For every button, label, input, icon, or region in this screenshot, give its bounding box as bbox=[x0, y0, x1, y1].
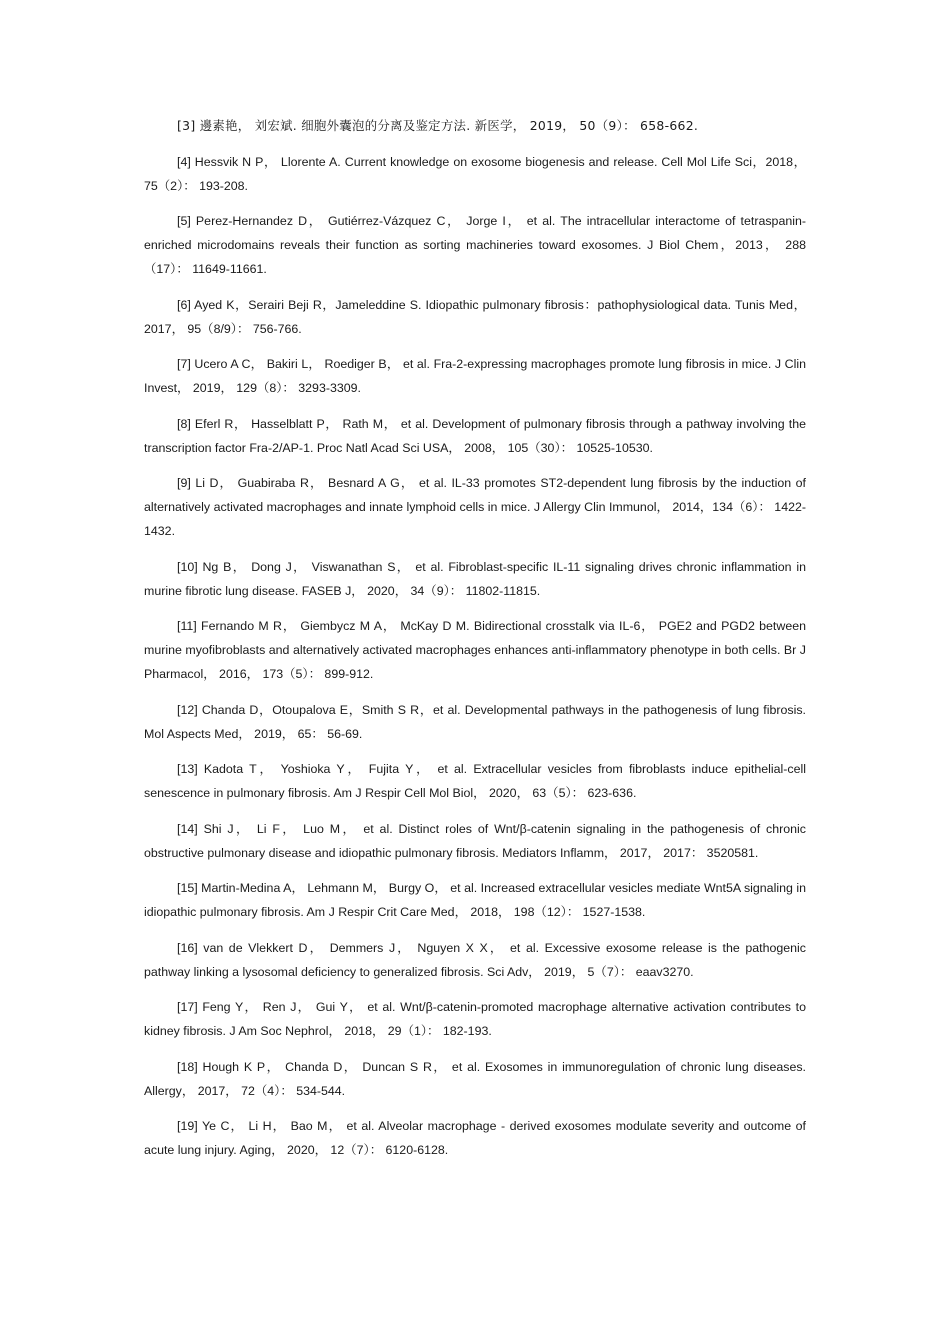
reference-item: [3] 邊素艳， 刘宏斌. 细胞外囊泡的分离及鉴定方法. 新医学， 2019， 50（9）： 658-662. bbox=[177, 118, 699, 133]
reference-item: [5] Perez-Hernandez D， Gutiérrez-Vázquez C， Jorge I， et al. The intracellular interactome of tetraspanin-enriched microdomains reveals their function as sorting machineries toward exosomes. J Biol Chem，2013， 288（17）： 11649-11661. bbox=[144, 214, 806, 276]
reference-item: [14] Shi J， Li F， Luo M， et al. Distinct roles of Wnt/β-catenin signaling in the pathogenesis of chronic obstructive pulmonary disease and idiopathic pulmonary fibrosis. Mediators Inflamm， 2017， 2017： 3520581. bbox=[144, 821, 806, 860]
reference-item: [11] Fernando M R， Giembycz M A， McKay D M. Bidirectional crosstalk via IL-6， PGE2 and PGD2 between murine myofibroblasts and alternatively activated macrophages enhances anti-inflammatory phenotype in both cells. Br J Pharmacol， 2016， 173（5）： 899-912. bbox=[144, 619, 806, 681]
reference-item: [12] Chanda D，Otoupalova E，Smith S R，et al. Developmental pathways in the pathogenesis of lung fibrosis. Mol Aspects Med， 2019， 65： 56-69. bbox=[144, 702, 806, 741]
reference-item: [16] van de Vlekkert D， Demmers J， Nguyen X X， et al. Excessive exosome release is the pathogenic pathway linking a lysosomal deficiency to generalized fibrosis. Sci Adv， 2019， 5（7）： eaav3270. bbox=[144, 940, 806, 979]
reference-item: [4] Hessvik N P， Llorente A. Current knowledge on exosome biogenesis and release. Cell Mol Life Sci，2018， 75（2）： 193-208. bbox=[144, 154, 806, 193]
reference-item: [10] Ng B， Dong J， Viswanathan S， et al. Fibroblast-specific IL-11 signaling drives chronic inflammation in murine fibrotic lung disease. FASEB J， 2020， 34（9）： 11802-11815. bbox=[144, 559, 806, 598]
reference-item: [8] Eferl R， Hasselblatt P， Rath M， et al. Development of pulmonary fibrosis through a pathway involving the transcription factor Fra-2/AP-1. Proc Natl Acad Sci USA， 2008， 105（30）： 10525-10530. bbox=[144, 416, 806, 455]
reference-item: [6] Ayed K，Serairi Beji R，Jameleddine S. Idiopathic pulmonary fibrosis：pathophysiological data. Tunis Med， 2017， 95（8/9）： 756-766. bbox=[144, 297, 806, 336]
reference-item: [17] Feng Y， Ren J， Gui Y， et al. Wnt/β-catenin-promoted macrophage alternative activation contributes to kidney fibrosis. J Am Soc Nephrol， 2018， 29（1）： 182-193. bbox=[144, 1000, 806, 1038]
reference-item: [19] Ye C， Li H， Bao M， et al. Alveolar macrophage - derived exosomes modulate severity and outcome of acute lung injury. Aging， 2020， 12（7）： 6120-6128. bbox=[144, 1119, 806, 1157]
reference-item: [15] Martin-Medina A， Lehmann M， Burgy O， et al. Increased extracellular vesicles mediate Wnt5A signaling in idiopathic pulmonary fibrosis. Am J Respir Crit Care Med， 2018， 198（12）： 1527-1538. bbox=[144, 881, 806, 919]
reference-item: [18] Hough K P， Chanda D， Duncan S R， et al. Exosomes in immunoregulation of chronic lung diseases. Allergy， 2017， 72（4）： 534-544. bbox=[144, 1059, 806, 1098]
reference-list bbox=[144, 114, 806, 1174]
reference-item: [7] Ucero A C， Bakiri L， Roediger B， et al. Fra-2-expressing macrophages promote lung fibrosis in mice. J Clin Invest， 2019， 129（8）： 3293-3309. bbox=[144, 357, 806, 395]
reference-item: [9] Li D， Guabiraba R， Besnard A G， et al. IL-33 promotes ST2-dependent lung fibrosis by the induction of alternatively activated macrophages and innate lymphoid cells in mice. J Allergy Clin Immunol， 2014，134（6）： 1422-1432. bbox=[144, 476, 806, 538]
reference-item: [13] Kadota T， Yoshioka Y， Fujita Y， et al. Extracellular vesicles from fibroblasts induce epithelial-cell senescence in pulmonary fibrosis. Am J Respir Cell Mol Biol， 2020， 63（5）： 623-636. bbox=[144, 762, 806, 800]
